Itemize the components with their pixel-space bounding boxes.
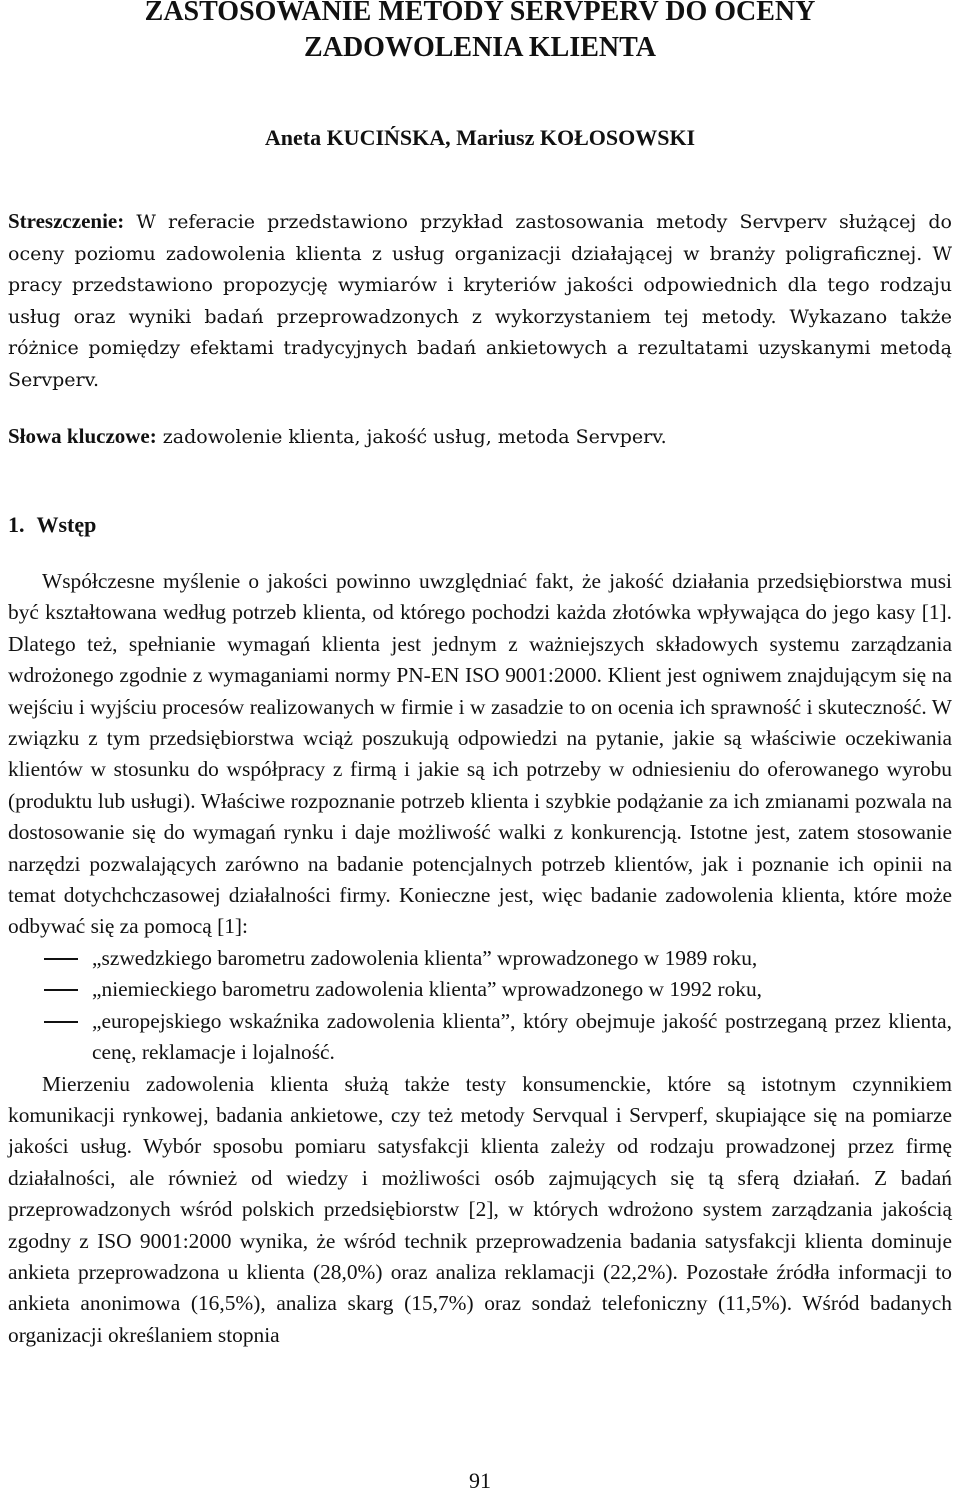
list-item xyxy=(8,943,952,974)
dash-list xyxy=(8,943,952,1069)
abstract xyxy=(8,206,952,397)
paper-title-line-1: ZASTOSOWANIE METODY SERVPERV DO OCENY xyxy=(144,0,816,27)
list-item-text: „europejskiego wskaźnika zadowolenia klienta”, który obejmuje jakość postrzeganą przez klienta, cenę, reklamacje i lojalność. xyxy=(92,1008,952,1065)
paper-title xyxy=(8,0,952,66)
dash-bullet xyxy=(44,1021,78,1023)
keywords-text: zadowolenie klienta, jakość usług, metoda Servperv. xyxy=(156,426,667,448)
abstract-text: W referacie przedstawiono przykład zastosowania metody Servperv służącej do oceny poziomu zadowolenia klienta z usług organizacji działającej w branży poligraficznej. W pracy przedstawiono propozycję wymiarów i kryteriów jakości odpowiednich dla tego rodzaju usług oraz wyniki badań przeprowadzonych z wykorzystaniem tej metody. Wykazano także różnice pomiędzy efektami tradycyjnych badań ankietowych a rezultatami uzyskanymi metodą Servperv. xyxy=(8,211,952,391)
section-number: 1. xyxy=(8,512,25,537)
dash-bullet xyxy=(44,958,78,960)
body-paragraph-2: Mierzeniu zadowolenia klienta służą także testy konsumenckie, które są istotnym czynnikiem komunikacji rynkowej, badania ankietowe, czy też metody Servqual i Servperf, skupiające się na pomiarze jakości usług. Wybór sposobu pomiaru satysfakcji klienta zależy od rodzaju prowadzonej przez firmę działalności, ale również od wiedzy i możliwości osób zajmujących się tą sferą działań. Z badań przeprowadzonych wśród polskich przedsiębiorstw [2], w których wdrożono system zarządzania jakością zgodny z ISO 9001:2000 wynika, że wśród technik przeprowadzenia badania satysfakcji klienta dominuje ankieta przeprowadzona u klienta (28,0%) oraz analiza reklamacji (22,2%). Pozostałe źródła informacji to ankieta anonimowa (16,5%), analiza skarg (15,7%) oraz sondaż telefoniczny (11,5%). Wśród badanych organizacji określaniem stopnia xyxy=(8,1071,952,1347)
abstract-label: Streszczenie: xyxy=(8,209,125,233)
section-heading xyxy=(8,510,96,540)
list-item xyxy=(8,974,952,1005)
keywords xyxy=(8,422,952,451)
paper-title-line-2: ZADOWOLENIA KLIENTA xyxy=(304,32,656,63)
page-number: 91 xyxy=(469,1468,491,1493)
keywords-label: Słowa kluczowe: xyxy=(8,424,157,448)
list-item-text: „niemieckiego barometru zadowolenia klienta” wprowadzonego w 1992 roku, xyxy=(92,977,763,1002)
dash-bullet xyxy=(44,989,78,991)
section-title: Wstęp xyxy=(36,512,97,537)
paper-authors: Aneta KUCIŃSKA, Mariusz KOŁOSOWSKI xyxy=(264,125,696,150)
body-text xyxy=(8,566,952,1351)
list-item-text: „szwedzkiego barometru zadowolenia klienta” wprowadzonego w 1989 roku, xyxy=(92,945,758,970)
list-item xyxy=(8,1006,952,1069)
body-paragraph-1: Współczesne myślenie o jakości powinno uwzględniać fakt, że jakość działania przedsiębiorstwa musi być kształtowana według potrzeb klienta, od którego pochodzi każda złotówka wpływająca do jego kasy [1]. Dlatego też, spełnianie wymagań klienta jest jednym z ważniejszych składowych systemu zarządzania wdrożonego zgodnie z wymaganiami normy PN-EN ISO 9001:2000. Klient jest ogniwem znajdującym się na wejściu i wyjściu procesów realizowanych w firmie i w zasadzie to on ocenia ich sprawność i skuteczność. W związku z tym przedsiębiorstwa wciąż poszukują odpowiedzi na pytanie, jakie są właściwie oczekiwania klientów w stosunku do współpracy z firmą i jakie są ich potrzeby w odniesieniu do oferowanego wyrobu (produktu lub usługi). Właściwe rozpoznanie potrzeb klienta i szybkie podążanie za ich zmianami pozwala na dostosowanie się do wymagań rynku i daje możliwość walki z konkurencją. Istotne jest, zatem stosowanie narzędzi pozwalających zarówno na badanie potencjalnych potrzeb klientów, jak i poznanie ich opinii na temat dotychchczasowej działalności firmy. Konieczne jest, więc badanie zadowolenia klienta, które może odbywać się za pomocą [1]: xyxy=(8,569,952,939)
